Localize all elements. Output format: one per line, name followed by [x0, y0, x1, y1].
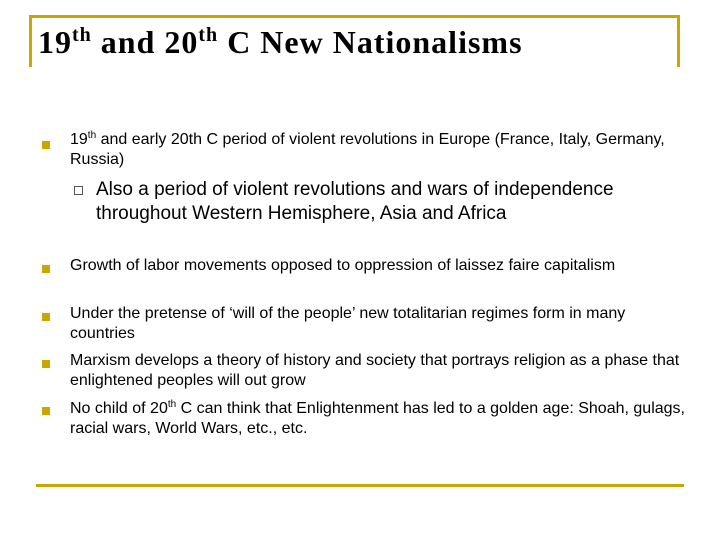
- sub-bullet-item: Also a period of violent revolutions and wars of independence throughout Western Hemisphere, Asia and Africa: [96, 179, 614, 224]
- square-bullet-icon: [42, 313, 50, 321]
- hollow-square-bullet-icon: [74, 186, 83, 195]
- slide-title: 19th and 20th C New Nationalisms: [38, 24, 523, 60]
- square-bullet-icon: [42, 360, 50, 368]
- bullet-item: Growth of labor movements opposed to oppression of laissez faire capitalism: [70, 257, 616, 274]
- title-frame-right-line: [677, 15, 680, 67]
- square-bullet-icon: [42, 407, 50, 415]
- square-bullet-icon: [42, 265, 50, 273]
- bullet-item: Marxism develops a theory of history and society that portrays religion as a phase that enlightened peoples will out grow: [70, 352, 680, 389]
- title-frame-left-line: [29, 15, 32, 67]
- square-bullet-icon: [42, 141, 50, 149]
- bottom-divider-line: [36, 484, 684, 487]
- bullet-item: Under the pretense of ‘will of the people’ new totalitarian regimes form in many countries: [70, 305, 626, 342]
- bullet-item: No child of 20th C can think that Enlightenment has led to a golden age: Shoah, gulags, racial wars, World Wars, etc., etc.: [70, 399, 685, 437]
- title-frame-top-line: [29, 15, 677, 18]
- bullet-item: 19th and early 20th C period of violent revolutions in Europe (France, Italy, Germany, Russia): [70, 130, 665, 168]
